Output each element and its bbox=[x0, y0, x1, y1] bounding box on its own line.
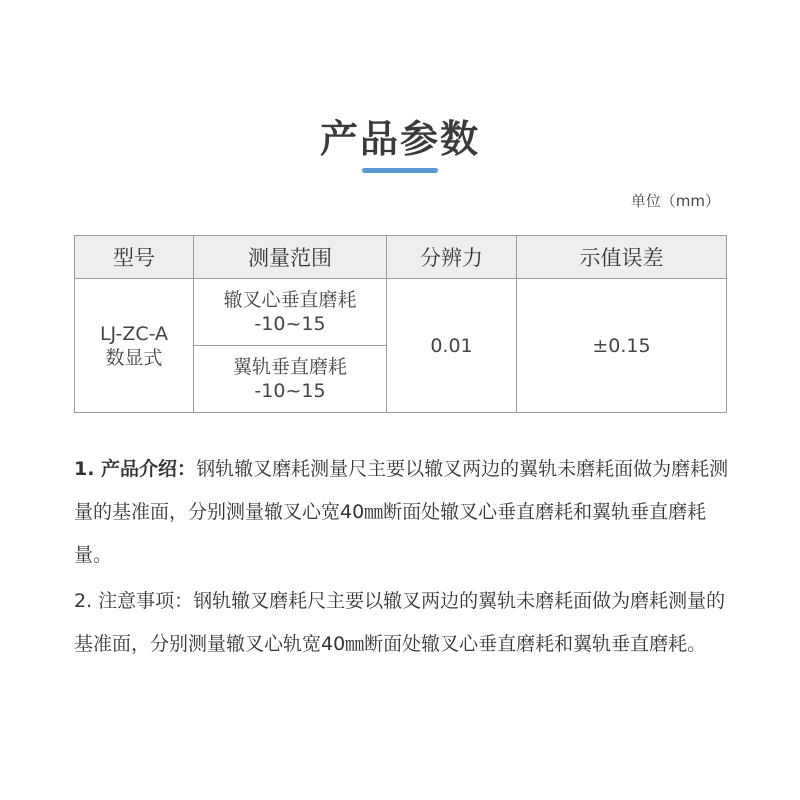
range-value: -10~15 bbox=[254, 313, 326, 335]
resolution-cell: 0.01 bbox=[387, 279, 517, 413]
error-cell: ±0.15 bbox=[517, 279, 727, 413]
table-header-row bbox=[75, 236, 727, 279]
range-value: -10~15 bbox=[254, 380, 326, 402]
header-resolution: 分辨力 bbox=[387, 236, 517, 279]
header-error: 示值误差 bbox=[517, 236, 727, 279]
notes-paragraph bbox=[74, 580, 734, 666]
range-label: 翼轨垂直磨耗 bbox=[232, 356, 347, 378]
table-row bbox=[75, 279, 727, 346]
header-model: 型号 bbox=[75, 236, 194, 279]
header-range: 测量范围 bbox=[194, 236, 387, 279]
product-intro-paragraph bbox=[74, 448, 734, 577]
range-label: 辙叉心垂直磨耗 bbox=[223, 289, 357, 311]
notes-text: 钢轨辙叉磨耗尺主要以辙叉两边的翼轨未磨耗面做为磨耗测量的基准面，分别测量辙叉心轨宽40㎜断面处辙叉心垂直磨耗和翼轨垂直磨耗。 bbox=[74, 590, 726, 655]
unit-label: 单位（mm） bbox=[630, 192, 720, 210]
model-type: 数显式 bbox=[105, 346, 163, 369]
parameter-table bbox=[74, 235, 727, 413]
range-cell-wing-rail bbox=[194, 346, 387, 413]
notes-label: 2. 注意事项： bbox=[74, 590, 194, 612]
product-intro-label: 1. 产品介绍： bbox=[74, 458, 197, 480]
page-title: 产品参数 bbox=[319, 117, 480, 161]
title-underline bbox=[362, 168, 438, 173]
product-intro-text: 钢轨辙叉磨耗测量尺主要以辙叉两边的翼轨未磨耗面做为磨耗测量的基准面，分别测量辙叉心宽40㎜断面处辙叉心垂直磨耗和翼轨垂直磨耗量。 bbox=[74, 458, 729, 566]
range-cell-frog bbox=[194, 279, 387, 346]
description-section bbox=[74, 448, 734, 666]
model-code: LJ-ZC-A bbox=[99, 322, 169, 345]
model-cell bbox=[75, 279, 194, 413]
